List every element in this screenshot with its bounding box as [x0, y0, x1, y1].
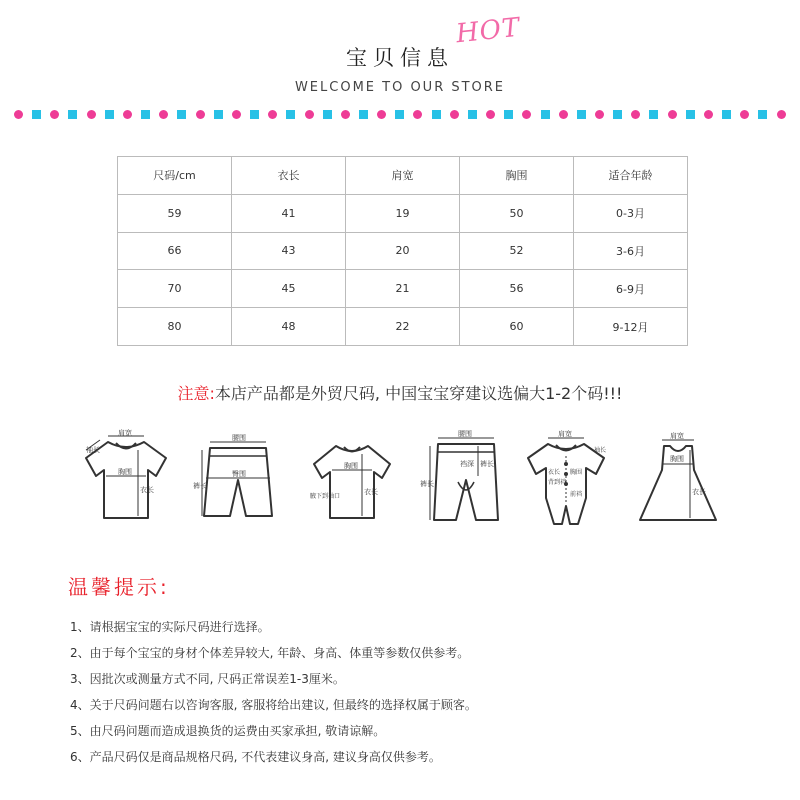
table-cell: 9-12月 [574, 308, 688, 346]
table-cell: 70 [118, 270, 232, 308]
dress-icon [632, 428, 724, 528]
tips-list [70, 617, 477, 773]
table-cell: 41 [232, 194, 346, 232]
divider-dot [432, 110, 441, 119]
table-cell: 56 [460, 270, 574, 308]
tip-item: 5、由尺码问题而造成退换货的运费由买家承担, 敬请谅解。 [70, 724, 386, 738]
table-cell: 48 [232, 308, 346, 346]
table-cell: 50 [460, 194, 574, 232]
table-header-cell: 衣长 [232, 157, 346, 195]
divider-dot [777, 110, 786, 119]
divider-dot [359, 110, 368, 119]
divider-dot [413, 110, 422, 119]
divider-dot [323, 110, 332, 119]
diagram-label: 腰围 [232, 434, 246, 442]
divider-dot [613, 110, 622, 119]
romper-icon [520, 428, 612, 528]
table-header-row [118, 157, 688, 195]
divider-dot [722, 110, 731, 119]
divider-dot [504, 110, 513, 119]
divider-dot [668, 110, 677, 119]
divider-dot [50, 110, 59, 119]
divider-dot [268, 110, 277, 119]
diagram-label: 背到裆 [548, 479, 567, 486]
divider-dot [595, 110, 604, 119]
diagram-label: 胸围 [670, 455, 684, 463]
diagram-label: 裆深 [460, 460, 474, 468]
measurement-diagrams [80, 428, 725, 528]
table-cell: 45 [232, 270, 346, 308]
divider-dot [141, 110, 150, 119]
diagram-label: 衣长 [692, 488, 706, 496]
divider-dot [559, 110, 568, 119]
table-header-cell: 肩宽 [346, 157, 460, 195]
table-row [118, 270, 688, 308]
divider-dot [177, 110, 186, 119]
diagram-label: 前裆 [570, 491, 583, 498]
tshirt-icon [80, 428, 172, 524]
divider-dot [14, 110, 23, 119]
diagram-label: 肩宽 [670, 432, 684, 440]
table-cell: 22 [346, 308, 460, 346]
diagram-label: 胸围 [570, 469, 583, 476]
pants-icon [420, 428, 512, 524]
page-title: 宝贝信息 [346, 46, 454, 70]
diagram-label: 胸围 [118, 468, 132, 476]
table-header-cell: 胸围 [460, 157, 574, 195]
size-notice [0, 381, 800, 404]
hot-badge: HOT [454, 12, 522, 50]
table-cell: 3-6月 [574, 232, 688, 270]
table-cell: 19 [346, 194, 460, 232]
tips-title: 温馨提示: [68, 575, 170, 599]
page-subtitle: WELCOME TO OUR STORE [294, 80, 506, 95]
table-row [118, 194, 688, 232]
diagram-label: 腋下到袖口 [310, 493, 341, 500]
diagram-label: 腰围 [458, 430, 472, 438]
divider-dot [758, 110, 767, 119]
divider-dot [305, 110, 314, 119]
dotted-divider [14, 108, 786, 120]
divider-dot [159, 110, 168, 119]
diagram-label: 衣长 [548, 469, 561, 476]
divider-dot [486, 110, 495, 119]
divider-dot [32, 110, 41, 119]
tip-item: 6、产品尺码仅是商品规格尺码, 不代表建议身高, 建议身高仅供参考。 [70, 750, 441, 764]
diagram-label: 肩宽 [118, 429, 132, 437]
diagram-label: 肩宽 [558, 430, 572, 438]
divider-dot [87, 110, 96, 119]
divider-dot [123, 110, 132, 119]
divider-dot [631, 110, 640, 119]
table-row [118, 232, 688, 270]
table-cell: 6-9月 [574, 270, 688, 308]
divider-dot [395, 110, 404, 119]
table-cell: 59 [118, 194, 232, 232]
table-cell: 66 [118, 232, 232, 270]
notice-text: 本店产品都是外贸尺码, 中国宝宝穿建议选偏大1-2个码!!! [214, 384, 623, 403]
divider-dot [196, 110, 205, 119]
table-cell: 60 [460, 308, 574, 346]
diagram-label: 袖长 [86, 446, 100, 454]
divider-dot [105, 110, 114, 119]
tip-item: 2、由于每个宝宝的身材个体差异较大, 年龄、身高、体重等参数仅供参考。 [70, 646, 470, 660]
divider-dot [214, 110, 223, 119]
tip-item: 4、关于尺码问题右以咨询客服, 客服将给出建议, 但最终的选择权属于顾客。 [70, 698, 477, 712]
table-header-cell: 尺码/cm [118, 157, 232, 195]
table-cell: 20 [346, 232, 460, 270]
divider-dot [377, 110, 386, 119]
table-header-cell: 适合年龄 [574, 157, 688, 195]
tip-item: 1、请根据宝宝的实际尺码进行选择。 [70, 620, 270, 634]
size-table [117, 156, 688, 346]
table-cell: 43 [232, 232, 346, 270]
diagram-label: 臀围 [232, 470, 246, 478]
table-cell: 0-3月 [574, 194, 688, 232]
divider-dot [232, 110, 241, 119]
table-cell: 80 [118, 308, 232, 346]
divider-dot [68, 110, 77, 119]
shorts-icon [192, 428, 284, 524]
divider-dot [468, 110, 477, 119]
diagram-label: 胸围 [344, 462, 358, 470]
diagram-label: 裤长 [480, 460, 494, 468]
divider-dot [704, 110, 713, 119]
raglan-shirt-icon [306, 428, 398, 524]
divider-dot [450, 110, 459, 119]
divider-dot [649, 110, 658, 119]
diagram-label: 袖长 [594, 447, 607, 454]
divider-dot [250, 110, 259, 119]
divider-dot [286, 110, 295, 119]
tip-item: 3、因批次或测量方式不同, 尺码正常误差1-3厘米。 [70, 672, 345, 686]
divider-dot [740, 110, 749, 119]
divider-dot [341, 110, 350, 119]
divider-dot [577, 110, 586, 119]
diagram-label: 衣长 [364, 488, 378, 496]
notice-label: 注意: [177, 384, 215, 403]
divider-dot [541, 110, 550, 119]
table-cell: 21 [346, 270, 460, 308]
table-cell: 52 [460, 232, 574, 270]
diagram-label: 衣长 [140, 486, 154, 494]
table-row [118, 308, 688, 346]
divider-dot [522, 110, 531, 119]
diagram-label: 裤长 [193, 482, 207, 490]
divider-dot [686, 110, 695, 119]
diagram-label: 裤长 [420, 480, 434, 488]
